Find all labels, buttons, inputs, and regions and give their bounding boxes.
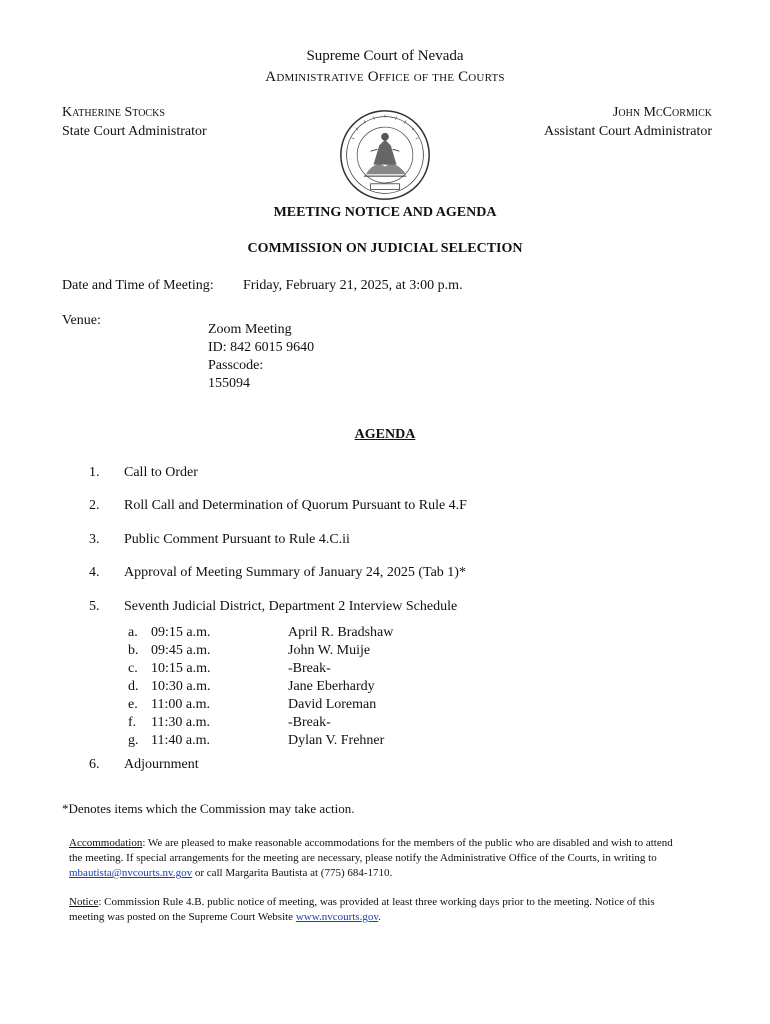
- agenda-item-number: 1.: [89, 465, 100, 480]
- schedule-candidate: Dylan V. Frehner: [288, 733, 385, 748]
- schedule-candidate: -Break-: [288, 661, 331, 676]
- assistant-title: Assistant Court Administrator: [544, 124, 712, 139]
- schedule-candidate: David Loreman: [288, 697, 377, 712]
- schedule-letter: f.: [128, 715, 137, 730]
- agenda-item-text: Public Comment Pursuant to Rule 4.C.ii: [124, 532, 350, 547]
- agenda-item-number: 2.: [89, 498, 100, 513]
- administrator-title: State Court Administrator: [62, 124, 207, 139]
- schedule-row: [0, 696, 500, 714]
- office-name: Administrative Office of the Courts: [265, 69, 505, 85]
- notice-paragraph: [69, 895, 679, 925]
- agenda-item-text: Roll Call and Determination of Quorum Pursuant to Rule 4.F: [124, 498, 467, 513]
- interview-schedule: [0, 624, 500, 750]
- schedule-letter: d.: [128, 679, 139, 694]
- assistant-court-administrator: [544, 103, 712, 141]
- meeting-datetime-label: Date and Time of Meeting:: [62, 278, 214, 293]
- accommodation-paragraph: [69, 836, 679, 881]
- agenda-item-number: 4.: [89, 565, 100, 580]
- agenda-item-number: 6.: [89, 757, 100, 772]
- agenda-item-number: 5.: [89, 599, 100, 614]
- schedule-letter: a.: [128, 625, 138, 640]
- court-name: Supreme Court of Nevada: [306, 48, 464, 64]
- venue-details: [208, 321, 314, 393]
- agenda-heading: AGENDA: [354, 427, 416, 442]
- accommodation-text-end: or call Margarita Bautista at (775) 684-1710.: [192, 867, 393, 879]
- administrator-name: Katherine Stocks: [62, 105, 165, 120]
- schedule-row: [0, 678, 500, 696]
- action-footnote: *Denotes items which the Commission may take action.: [62, 801, 355, 816]
- agenda-item-text: Approval of Meeting Summary of January 24, 2025 (Tab 1)*: [124, 565, 466, 580]
- schedule-letter: c.: [128, 661, 138, 676]
- accommodation-label: Accommodation: [69, 837, 143, 849]
- assistant-name: John McCormick: [612, 105, 712, 120]
- accommodation-text: : We are pleased to make reasonable accommodations for the members of the public who are disabled and wish to attend the meeting. If special arrangements for the meeting are necessary, please notify the Administrative Office of the Courts, in writing to: [69, 837, 673, 864]
- meeting-datetime-value: Friday, February 21, 2025, at 3:00 p.m.: [243, 278, 463, 293]
- schedule-time: 11:30 a.m.: [151, 715, 210, 730]
- schedule-time: 11:00 a.m.: [151, 697, 210, 712]
- schedule-time: 09:15 a.m.: [151, 625, 211, 640]
- email-link[interactable]: mbautista@nvcourts.nv.gov: [69, 867, 193, 879]
- schedule-candidate: John W. Muije: [288, 643, 371, 658]
- venue-meeting-id: ID: 842 6015 9640: [208, 340, 315, 355]
- schedule-row: [0, 624, 500, 642]
- schedule-candidate: Jane Eberhardy: [288, 679, 375, 694]
- schedule-letter: b.: [128, 643, 139, 658]
- notice-text: : Commission Rule 4.B. public notice of meeting, was provided at least three working days prior to the meeting. Notice of this meeting was posted on the Supreme Court Website: [69, 896, 655, 923]
- schedule-row: [0, 642, 500, 660]
- notice-text-end: .: [378, 911, 381, 923]
- schedule-time: 10:30 a.m.: [151, 679, 211, 694]
- commission-title: COMMISSION ON JUDICIAL SELECTION: [247, 241, 523, 256]
- agenda-item-text: Seventh Judicial District, Department 2 Interview Schedule: [124, 599, 458, 614]
- schedule-row: [0, 714, 500, 732]
- agenda-item-text: Adjournment: [124, 757, 199, 772]
- schedule-row: [0, 732, 500, 750]
- notice-title: MEETING NOTICE AND AGENDA: [273, 205, 497, 220]
- agenda-item-text: Call to Order: [124, 465, 198, 480]
- schedule-candidate: April R. Bradshaw: [288, 625, 394, 640]
- schedule-time: 09:45 a.m.: [151, 643, 211, 658]
- schedule-letter: g.: [128, 733, 139, 748]
- venue-passcode: 155094: [208, 376, 250, 391]
- state-court-administrator: [62, 103, 207, 141]
- notice-label: Notice: [69, 896, 99, 908]
- schedule-row: [0, 660, 500, 678]
- schedule-time: 11:40 a.m.: [151, 733, 210, 748]
- venue-line: Passcode:: [208, 358, 264, 373]
- website-link[interactable]: www.nvcourts.gov: [295, 911, 379, 923]
- agenda-item-number: 3.: [89, 532, 100, 547]
- schedule-letter: e.: [128, 697, 138, 712]
- venue-label: Venue:: [62, 313, 101, 328]
- court-seal-icon: [337, 107, 433, 203]
- venue-line: Zoom Meeting: [208, 322, 292, 337]
- schedule-time: 10:15 a.m.: [151, 661, 211, 676]
- schedule-candidate: -Break-: [288, 715, 331, 730]
